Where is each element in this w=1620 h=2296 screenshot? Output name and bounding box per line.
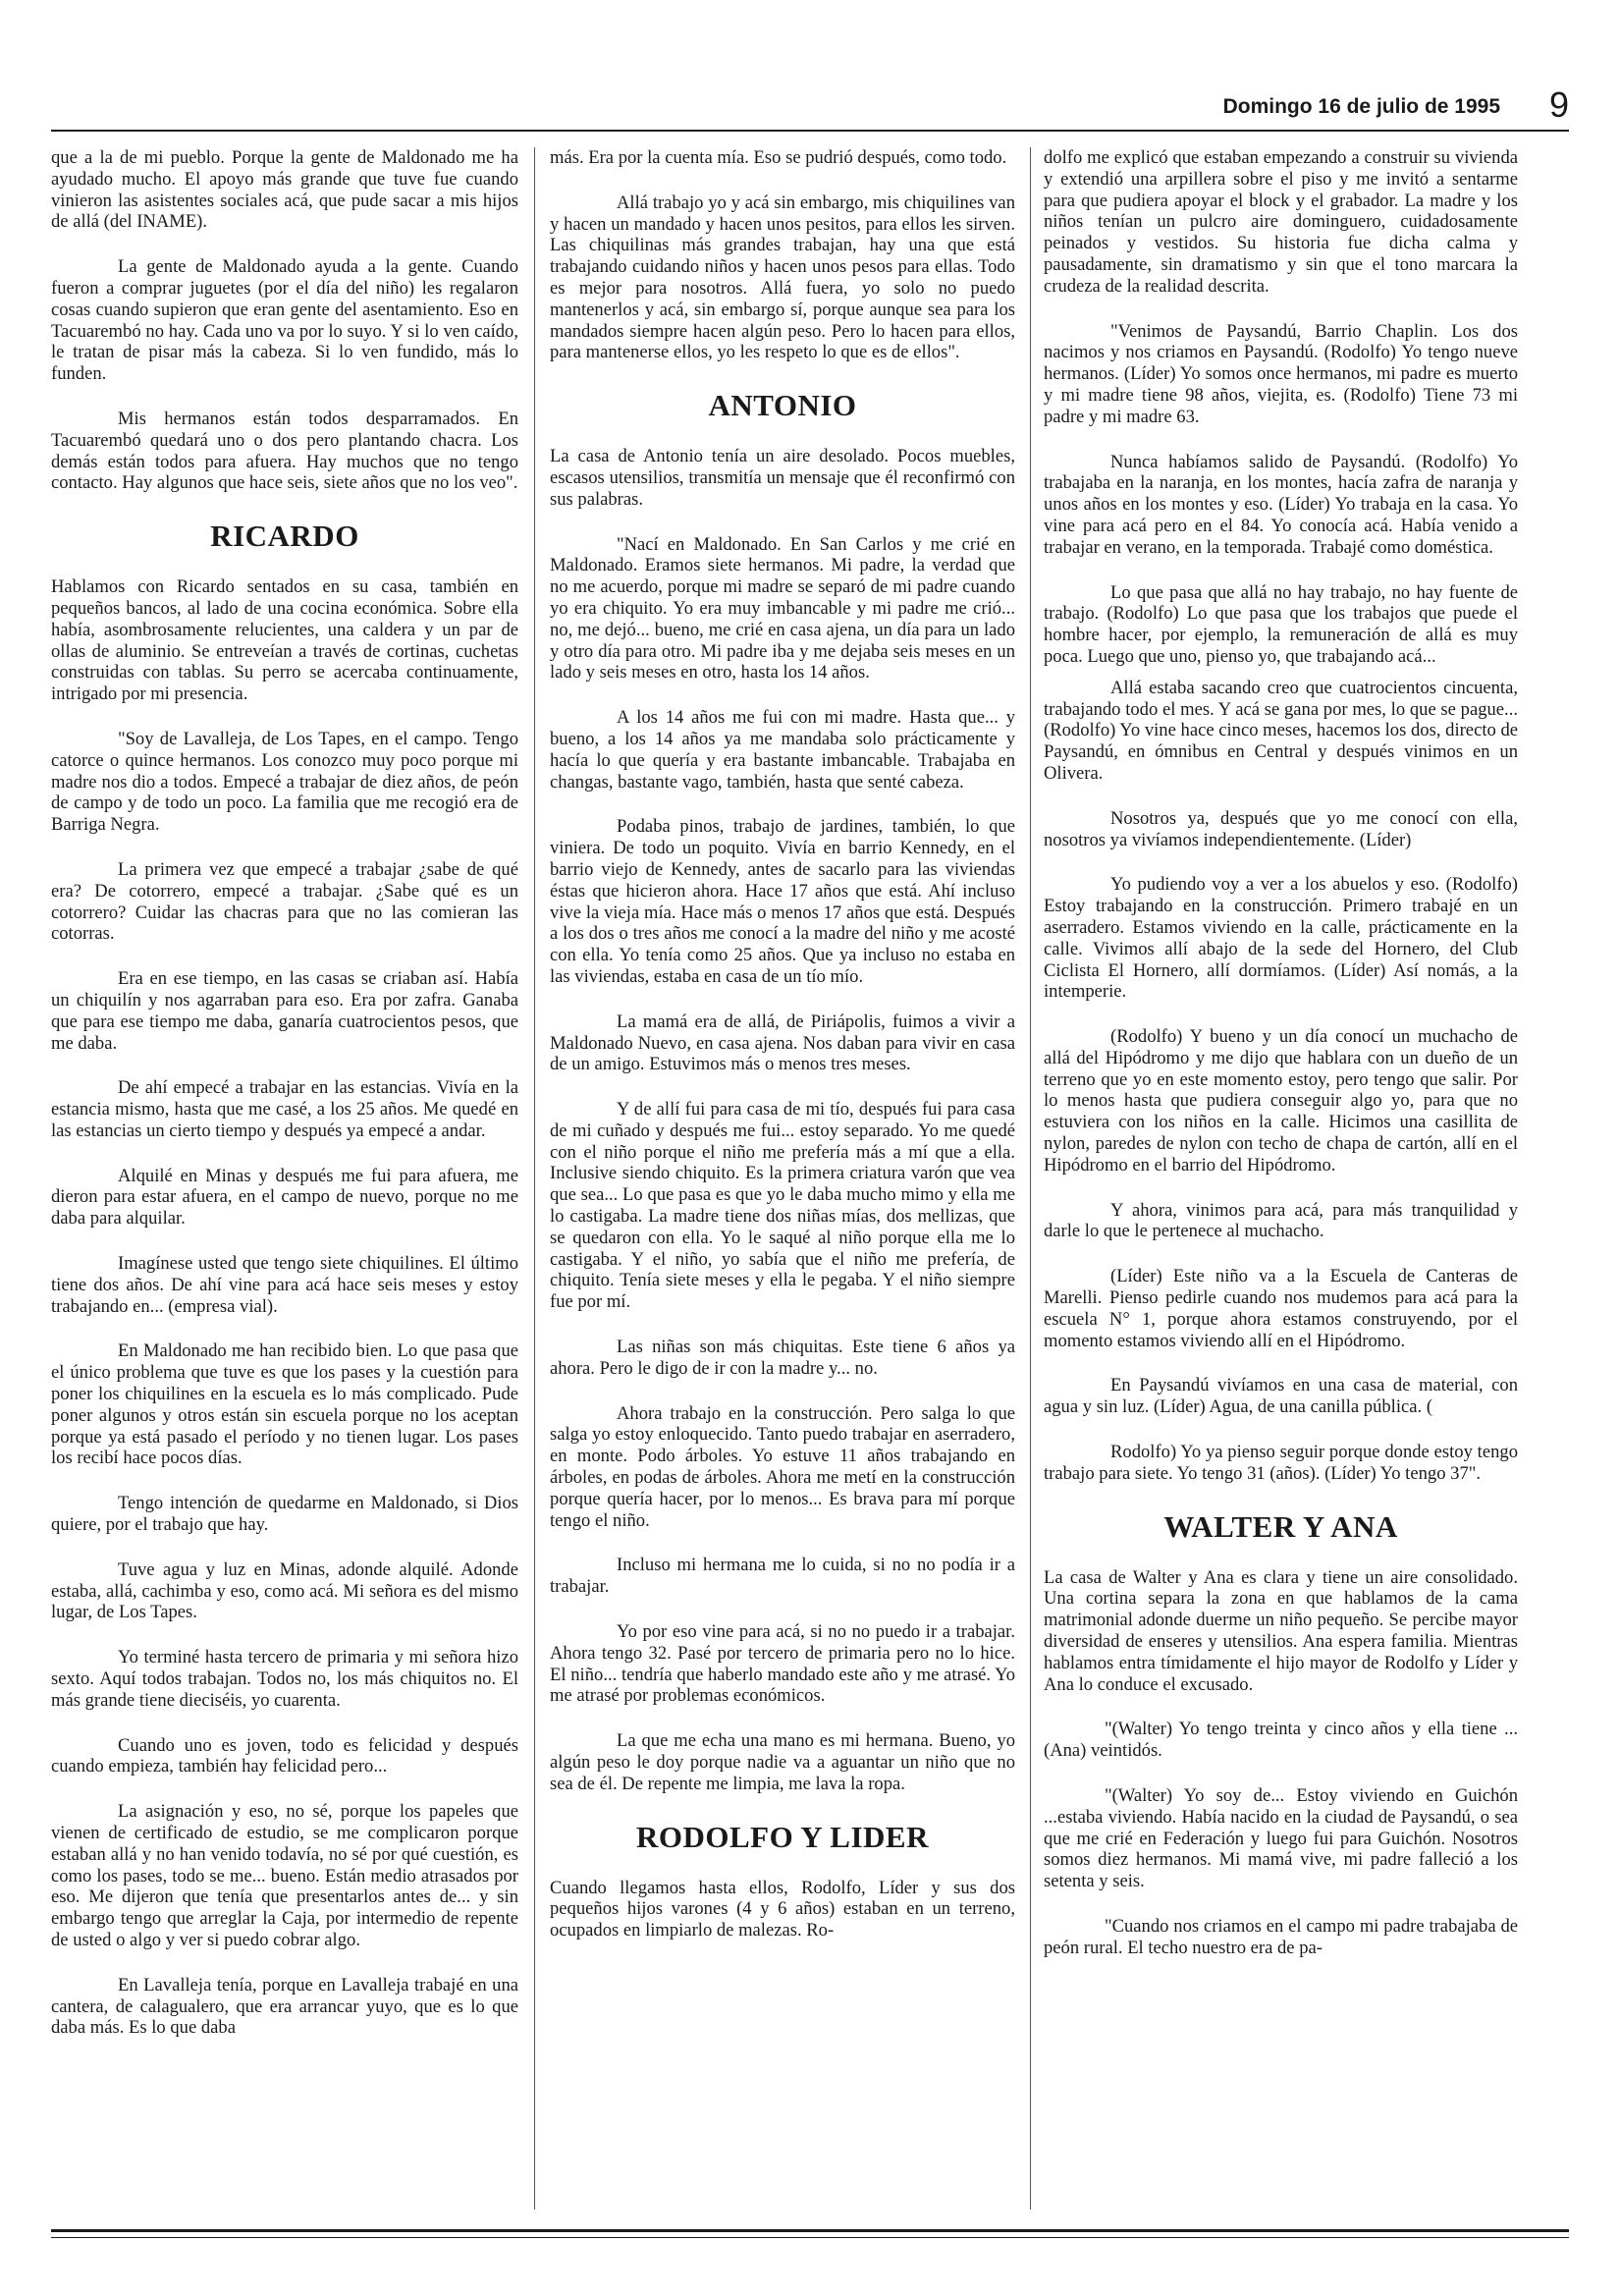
paragraph: En Lavalleja tenía, porque en Lavalleja trabajé en una cantera, de calagualero, que era arrancar yuyo, que es lo que daba más. Es lo que daba: [51, 1974, 518, 2039]
paragraph: Yo pudiendo voy a ver a los abuelos y eso. (Rodolfo) Estoy trabajando en la construcción. Primero trabajé en un aserradero. Estamos viviendo en la calle, prácticamente en la calle. Vivimos allí abajo de la sede del Hornero, del Club Ciclista El Hornero, allí dormíamos. (Líder) Así nomás, a la intemperie.: [1044, 874, 1518, 1003]
paragraph: La asignación y eso, no sé, porque los papeles que vienen de certificado de estudio, se me complicaron porque estaban allá y no han venido todavía, no sé por qué cuestión, es como los pases, todo se me... bueno. Están medio atrasados por eso. Me dijeron que tenía que presentarlos antes de... y sin embargo tengo que arreglar la Caja, por intermedio de repente de usted o algo y ver si puedo cobrar algo.: [51, 1801, 518, 1950]
section-heading-walter-y-ana: WALTER Y ANA: [1163, 1508, 1398, 1544]
paragraph: A los 14 años me fui con mi madre. Hasta que... y bueno, a los 14 años ya me mandaba solo prácticamente y hacía lo que quería y era bastante imbancable. Trabajaba en changas, bastante vago, también, hasta que senté cabeza.: [550, 707, 1015, 793]
paragraph: Las niñas son más chiquitas. Este tiene 6 años ya ahora. Pero le digo de ir con la madre y... no.: [550, 1337, 1015, 1379]
paragraph: "Nací en Maldonado. En San Carlos y me crié en Maldonado. Eramos siete hermanos. Mi padre, la verdad que no me acuerdo, porque mi madre se separó de mi padre cuando yo era chiquito. Yo era muy imbancable y mi padre me crió... no, me dejó... bueno, me crié en casa ajena, un día para un lado y otro día para otro. Mi padre iba y me dejaba seis meses en un lado y seis meses en otro, hasta los 14 años.: [550, 533, 1015, 683]
paragraph: La primera vez que empecé a trabajar ¿sabe de qué era? De cotorrero, empecé a trabajar. ¿Sabe qué es un cotorrero? Cuidar las chacras para que no las comieran las cotorras.: [51, 858, 518, 945]
paragraph: Tengo intención de quedarme en Maldonado, si Dios quiere, por el trabajo que hay.: [51, 1493, 518, 1536]
paragraph: Alquilé en Minas y después me fui para afuera, me dieron para estar afuera, en el campo de nuevo, porque no me daba para alquilar.: [51, 1165, 518, 1230]
paragraph: La casa de Walter y Ana es clara y tiene un aire consolidado. Una cortina separa la zona en que hablamos de la cama matrimonial adonde duerme un niño pequeño. Se percibe mayor diversidad de enseres y utensilios. Ana espera familia. Mientras hablamos entra tímidamente el hijo mayor de Rodolfo y Líder y Ana lo conduce el excusado.: [1044, 1566, 1518, 1695]
footer-rule: [51, 2237, 1569, 2238]
section-heading-ricardo: RICARDO: [210, 519, 359, 554]
paragraph: En Paysandú vivíamos en una casa de material, con agua y sin luz. (Líder) Agua, de una canilla pública. (: [1044, 1375, 1518, 1418]
section-heading-rodolfo-y-lider: RODOLFO Y LIDER: [635, 1819, 929, 1854]
paragraph: Era en ese tiempo, en las casas se criaban así. Había un chiquilín y nos agarraban para eso. Era por zafra. Ganaba que para ese tiempo me daba, ganaría cuatrocientos pesos, que me daba.: [51, 968, 518, 1054]
column-divider: [534, 147, 535, 2210]
page-number: 9: [1548, 84, 1569, 125]
paragraph: "(Walter) Yo tengo treinta y cinco años y ella tiene ... (Ana) veintidós.: [1044, 1719, 1518, 1762]
paragraph: Yo por eso vine para acá, si no no puedo ir a trabajar. Ahora tengo 32. Pasé por tercero de primaria pero no lo hice. El niño... tendría que haberlo mandado este año y me atrasé. Yo me atrasé por problemas económicos.: [550, 1621, 1015, 1707]
paragraph: (Líder) Este niño va a la Escuela de Canteras de Marelli. Pienso pedirle cuando nos mudemos para acá para la escuela N° 1, porque ahora estamos construyendo, por el momento estamos viviendo allí en el Hipódromo.: [1044, 1266, 1518, 1351]
paragraph: Y de allí fui para casa de mi tío, después fui para casa de mi cuñado y después me fui... estoy separado. Yo me quedé con el niño porque el niño me prefería más a mí que a ella. Inclusive siendo chiquito. Es la primera criatura varón que vea que sea... Lo que pasa es que yo le daba mucho mimo y ella me lo castigaba. La madre tiene dos niñas mías, dos mellizas, que se quedaron con ella. Yo le saqué al niño porque ella me lo castigaba. Y el niño, yo sabía que el niño me prefería, de chiquito. Tenía siete meses y ella le pegaba. Y el niño siempre fue por mí.: [550, 1099, 1015, 1313]
paragraph: Mis hermanos están todos desparramados. En Tacuarembó quedará uno o dos pero plantando chacra. Los demás están todos para afuera. Hay muchos que no tengo contacto. Hay algunos que hace seis, siete años que no los veo".: [51, 408, 518, 494]
column-2: [550, 147, 1015, 2210]
column-divider: [1030, 147, 1031, 2210]
paragraph: Tuve agua y luz en Minas, adonde alquilé. Adonde estaba, allá, cachimba y eso, como acá. Mi señora es del mismo lugar, de Los Tapes.: [51, 1558, 518, 1623]
paragraph: La que me echa una mano es mi hermana. Bueno, yo algún peso le doy porque nadie va a aguantar un niño que no sea de él. De repente me limpia, me lava la ropa.: [550, 1730, 1015, 1794]
paragraph: Nosotros ya, después que yo me conocí con ella, nosotros ya vivíamos independientemente. (Líder): [1044, 807, 1518, 850]
paragraph: Allá trabajo yo y acá sin embargo, mis chiquilines van y hacen un mandado y hacen unos pesitos, para ellos les sirven. Las chiquilinas más grandes trabajan, hay una que está trabajando cuidando niños y hacen unos pesos para ellas. Todo es mejor para nosotros. Allá fuera, yo solo no puedo mantenerlos y acá, sin embargo sí, porque aunque sea para los mandados siempre hacen algún peso. Pero lo hacen para ellos, para mantenerse ellos, yo les respeto lo que es de ellos".: [550, 191, 1015, 363]
column-3: [1044, 147, 1518, 2210]
paragraph: Cuando uno es joven, todo es felicidad y después cuando empieza, también hay felicidad pero...: [51, 1734, 518, 1777]
header-rule: [51, 130, 1569, 132]
footer-rule: [51, 2229, 1569, 2232]
paragraph: Y ahora, vinimos para acá, para más tranquilidad y darle lo que le pertenece al muchacho.: [1044, 1199, 1518, 1242]
paragraph: Cuando llegamos hasta ellos, Rodolfo, Líder y sus dos pequeños hijos varones (4 y 6 años) estaban en un terreno, ocupados en limpiarlo de malezas. Ro-: [550, 1877, 1015, 1941]
issue-date: Domingo 16 de julio de 1995: [1222, 95, 1500, 118]
paragraph: "Cuando nos criamos en el campo mi padre trabajaba de peón rural. El techo nuestro era de pa-: [1044, 1916, 1518, 1958]
paragraph: En Maldonado me han recibido bien. Lo que pasa que el único problema que tuve es que los pases y la cuestión para poner los chiquilines en la escuela es lo más complicado. Pude poner algunos y otros están sin escuela porque no los aceptan porque ya está pasado el período y no tienen lugar. Los pases los recibí hace pocos días.: [51, 1340, 518, 1469]
paragraph: dolfo me explicó que estaban empezando a construir su vivienda y extendió una arpillera sobre el piso y me invitó a sentarme para que pudiera apoyar el block y el grabador. La madre y los niños tenían un pulcro aire dominguero, cuidadosamente peinados y vestidos. Su historia fue dicha calma y pausadamente, sin dramatismo y sin que el tono marcara la crudeza de la realidad descrita.: [1044, 147, 1518, 297]
paragraph: "Venimos de Paysandú, Barrio Chaplin. Los dos nacimos y nos criamos en Paysandú. (Rodolfo) Yo tengo nueve hermanos. (Líder) Yo somos once hermanos, mi padre es muerto y mi madre tiene 98 años, viejita, es. (Rodolfo) Tiene 73 mi padre y mi madre 63.: [1044, 320, 1518, 427]
section-heading-antonio: ANTONIO: [708, 388, 857, 423]
paragraph: La casa de Antonio tenía un aire desolado. Pocos muebles, escasos utensilios, transmitía un mensaje que él reconfirmó con sus palabras.: [550, 446, 1015, 510]
paragraph: "Soy de Lavalleja, de Los Tapes, en el campo. Tengo catorce o quince hermanos. Los conozco muy poco porque mi madre nos dio a todos. Empecé a trabajar de diez años, de peón de campo y de todo un poco. La familia que me recogió era de Barriga Negra.: [51, 728, 518, 836]
paragraph: Hablamos con Ricardo sentados en su casa, también en pequeños bancos, al lado de una cocina económica. Sobre ella había, asombrosamente relucientes, una caldera y un par de ollas de aluminio. Se entreveían a través de cortinas, cuchetas construidas con tablas. Su perro se acercaba continuamente, intrigado por mi presencia.: [51, 576, 518, 705]
paragraph: La gente de Maldonado ayuda a la gente. Cuando fueron a comprar juguetes (por el día del niño) les regalaron cosas cuando supieron que eran gente del asentamiento. Eso en Tacuarembó no hay. Cada uno va por lo suyo. Y si lo ven caído, le tratan de pisar más la cabeza. Si lo ven fundido, más lo funden.: [51, 256, 518, 385]
paragraph: "(Walter) Yo soy de... Estoy viviendo en Guichón ...estaba viviendo. Había nacido en la ciudad de Paysandú, o sea que me crié en Federación y luego fui para Guichón. Nosotros somos diez hermanos. Mi mamá vive, mi padre falleció a los setenta y seis.: [1044, 1785, 1518, 1892]
paragraph: La mamá era de allá, de Piriápolis, fuimos a vivir a Maldonado Nuevo, en casa ajena. Nos daban para vivir en casa de un amigo. Estuvimos más o menos tres meses.: [550, 1011, 1015, 1075]
paragraph: De ahí empecé a trabajar en las estancias. Vivía en la estancia mismo, hasta que me casé, a los 25 años. Me quedé en las estancias un cierto tiempo y después ya empecé a andar.: [51, 1077, 518, 1141]
paragraph: Incluso mi hermana me lo cuida, si no no podía ir a trabajar.: [550, 1555, 1015, 1598]
paragraph: Ahora trabajo en la construcción. Pero salga lo que salga yo estoy enloquecido. Tanto puedo trabajar en aserradero, en monte. Podo árboles. Yo estuve 11 años trabajando en árboles, en podas de árboles. Ahora me metí en la construcción porque quería hacer, por lo menos... Es brava para mí porque tengo el niño.: [550, 1402, 1015, 1531]
paragraph: Imagínese usted que tengo siete chiquilines. El último tiene dos años. De ahí vine para acá hace seis meses y estoy trabajando en... (empresa vial).: [51, 1253, 518, 1317]
paragraph: Podaba pinos, trabajo de jardines, también, lo que viniera. De todo un poquito. Vivía en barrio Kennedy, en el barrio viejo de Kennedy, antes de sacarlo para las viviendas éstas que hicieron ahora. Hace 17 años que está. Ahí incluso vive la vieja mía. Hace más o menos 17 años que está. Después a los dos o tres años me conocí a la madre del niño y me acosté con ella. Yo tenía como 25 años. Que ya incluso no estaba en las viviendas, estaba en casa de un tío mío.: [550, 816, 1015, 987]
paragraph: Rodolfo) Yo ya pienso seguir porque donde estoy tengo trabajo para siete. Yo tengo 31 (años). (Líder) Yo tengo 37".: [1044, 1442, 1518, 1484]
paragraph: Yo terminé hasta tercero de primaria y mi señora hizo sexto. Aquí todos trabajan. Todos no, los más chiquitos no. El más grande tiene dieciséis, yo cuarenta.: [51, 1647, 518, 1711]
paragraph: (Rodolfo) Y bueno y un día conocí un muchacho de allá del Hipódromo y me dijo que hablara con un dueño de un terreno que yo en este momento estoy, pero tengo que salir. Por lo menos hasta que pudiera conseguir algo yo, para que no estuviera con los niños en la calle. Hicimos una casillita de nylon, paredes de nylon con techo de chapa de cartón, allí en el Hipódromo en el barrio del Hipódromo.: [1044, 1026, 1518, 1175]
column-1: [51, 147, 518, 2210]
paragraph: más. Era por la cuenta mía. Eso se pudrió después, como todo.: [550, 147, 1007, 168]
paragraph: Lo que pasa que allá no hay trabajo, no hay fuente de trabajo. (Rodolfo) Lo que pasa que los trabajos que puede el hombre hacer, por ejemplo, la remuneración de allá es muy poca. Luego que uno, pienso yo, que trabajando acá...: [1044, 581, 1518, 667]
paragraph: Allá estaba sacando creo que cuatrocientos cincuenta, trabajando todo el mes. Y acá se gana por mes, lo que se pague... (Rodolfo) Yo vine hace cinco meses, hacemos los dos, directo de Paysandú, en ómnibus en Central y después vinimos en un Olivera.: [1044, 677, 1518, 784]
paragraph: Nunca habíamos salido de Paysandú. (Rodolfo) Yo trabajaba en la naranja, en los montes, hacía zafra de naranja y unos años en los montes y eso. (Líder) Yo trabaja en la casa. Yo vine para acá pero en el 84. Yo conocía acá. Había venido a trabajar en verano, en la temporada. Trabajé como doméstica.: [1044, 451, 1518, 558]
paragraph: que a la de mi pueblo. Porque la gente de Maldonado me ha ayudado mucho. El apoyo más grande que tuve fue cuando vinieron las asistentes sociales acá, que pude sacar a mis hijos de allá (del INAME).: [51, 147, 518, 233]
page-header: [51, 84, 1569, 132]
